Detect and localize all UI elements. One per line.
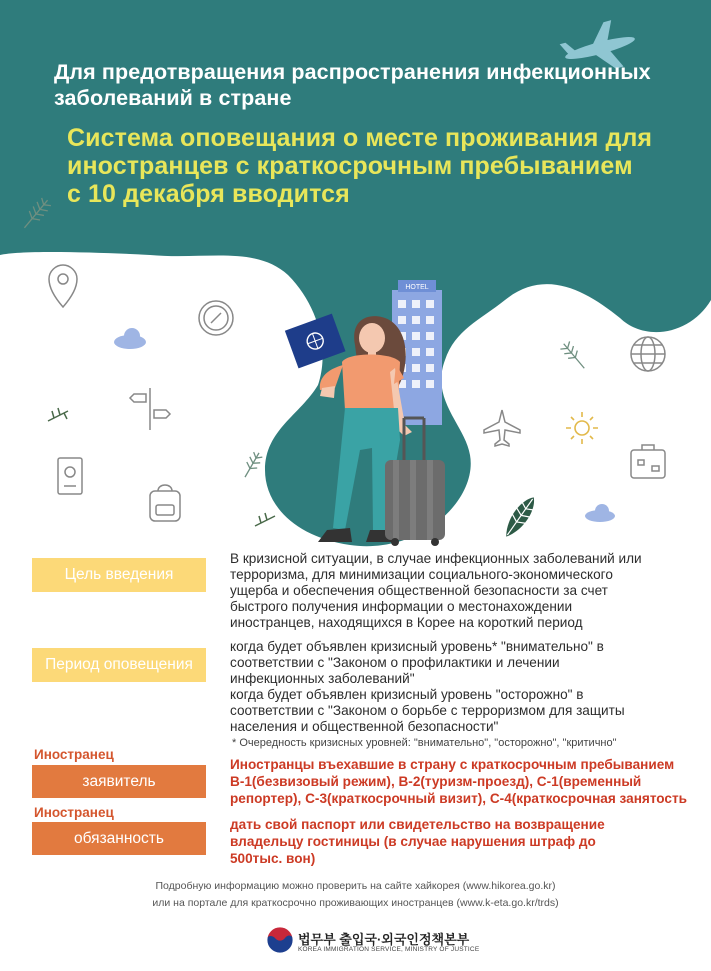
applicant-small-label: Иностранец bbox=[34, 747, 114, 762]
header-title-line-2: заболеваний в стране bbox=[54, 86, 292, 110]
applicant-label-text: заявитель bbox=[82, 772, 156, 790]
cloud-icon bbox=[114, 328, 146, 349]
period-text bbox=[230, 639, 625, 735]
period-label-text: Период оповещения bbox=[45, 656, 193, 673]
purpose-line: быстрого получения информации о местонахождении bbox=[230, 599, 573, 614]
header-subtitle-line-3: с 10 декабря вводится bbox=[67, 180, 350, 208]
map-pin-icon bbox=[49, 265, 77, 307]
hotel-sign: HOTEL bbox=[405, 284, 429, 291]
period-line: инфекционных заболеваний" bbox=[230, 671, 415, 686]
obligation-line: владельцу гостиницы (в случае нарушения штраф до bbox=[230, 834, 596, 849]
applicant-label bbox=[32, 765, 206, 798]
applicant-line: Иностранцы въехавшие в страну с краткосрочным пребыванием bbox=[230, 757, 675, 772]
period-line: когда будет объявлен кризисный уровень* "внимательно" в bbox=[230, 639, 604, 654]
period-line: соответствии с "Законом о борьбе с терроризмом для защиты bbox=[230, 703, 625, 718]
sun-icon bbox=[566, 412, 598, 444]
branch-small-icon bbox=[255, 513, 275, 526]
ministry-emblem-icon bbox=[266, 926, 294, 954]
header-subtitle-line-2: иностранцев с краткосрочным пребыванием bbox=[67, 152, 633, 180]
passport-small-icon bbox=[58, 458, 82, 494]
globe-icon bbox=[631, 337, 665, 371]
obligation-small-label: Иностранец bbox=[34, 805, 114, 820]
header-title-line-1: Для предотвращения распространения инфекционных bbox=[54, 60, 651, 84]
period-line: населения и общественной безопасности" bbox=[230, 719, 499, 734]
footer-info-line-1: Подробную информацию можно проверить на сайте хайкорея (www.hikorea.go.kr) bbox=[155, 880, 556, 892]
applicant-line: B-1(безвизовый режим), B-2(туризм-проезд), C-1(временный bbox=[230, 774, 642, 789]
crisis-level-note: * Очередность кризисных уровней: "внимательно", "осторожно", "критично" bbox=[232, 737, 617, 749]
obligation-line: 500тыс. вон) bbox=[230, 851, 316, 866]
airplane-small-icon bbox=[484, 410, 520, 446]
signpost-icon bbox=[130, 388, 170, 430]
purpose-line: терроризма, для минимизации социального-экономического bbox=[230, 567, 613, 582]
ministry-logo-english: KOREA IMMIGRATION SERVICE, MINISTRY OF JUSTICE bbox=[298, 946, 480, 953]
obligation-line: дать свой паспорт или свидетельство на возвращение bbox=[230, 817, 605, 832]
leaf-right-icon bbox=[559, 340, 589, 372]
purpose-line: ущерба и обеспечения общественной безопасности за счет bbox=[230, 583, 608, 598]
period-line: соответствии с "Законом о профилактики и лечении bbox=[230, 655, 560, 670]
period-line: когда будет объявлен кризисный уровень "осторожно" в bbox=[230, 687, 584, 702]
leaf-small-icon bbox=[240, 450, 264, 480]
applicant-text bbox=[230, 756, 687, 807]
purpose-line: В кризисной ситуации, в случае инфекционных заболеваний или bbox=[230, 551, 642, 566]
branch-icon bbox=[48, 408, 68, 421]
luggage-icon bbox=[631, 445, 665, 478]
purpose-label-text: Цель введения bbox=[64, 566, 174, 583]
purpose-label bbox=[32, 558, 206, 592]
cloud-right-icon bbox=[585, 504, 615, 522]
purpose-line: иностранцев, находящихся в Корее на короткий период bbox=[230, 615, 583, 630]
obligation-label-text: обязанность bbox=[74, 829, 164, 847]
compass-icon bbox=[199, 301, 233, 335]
palm-leaf-icon bbox=[499, 492, 541, 542]
header-subtitle-line-1: Система оповещания о месте проживания для bbox=[67, 124, 653, 152]
purpose-text bbox=[230, 551, 642, 631]
obligation-text bbox=[230, 816, 605, 867]
obligation-label bbox=[32, 822, 206, 855]
backpack-icon bbox=[150, 485, 180, 521]
applicant-line: репортер), C-3(краткосрочный визит), C-4(краткосрочная занятость bbox=[230, 791, 688, 806]
footer-info-line-2: или на портале для краткосрочно проживающих иностранцев (www.k-eta.go.kr/trds) bbox=[152, 897, 559, 909]
ministry-logo-korean: 법무부 출입국·외국인정책본부 bbox=[298, 932, 470, 947]
period-label bbox=[32, 648, 206, 682]
